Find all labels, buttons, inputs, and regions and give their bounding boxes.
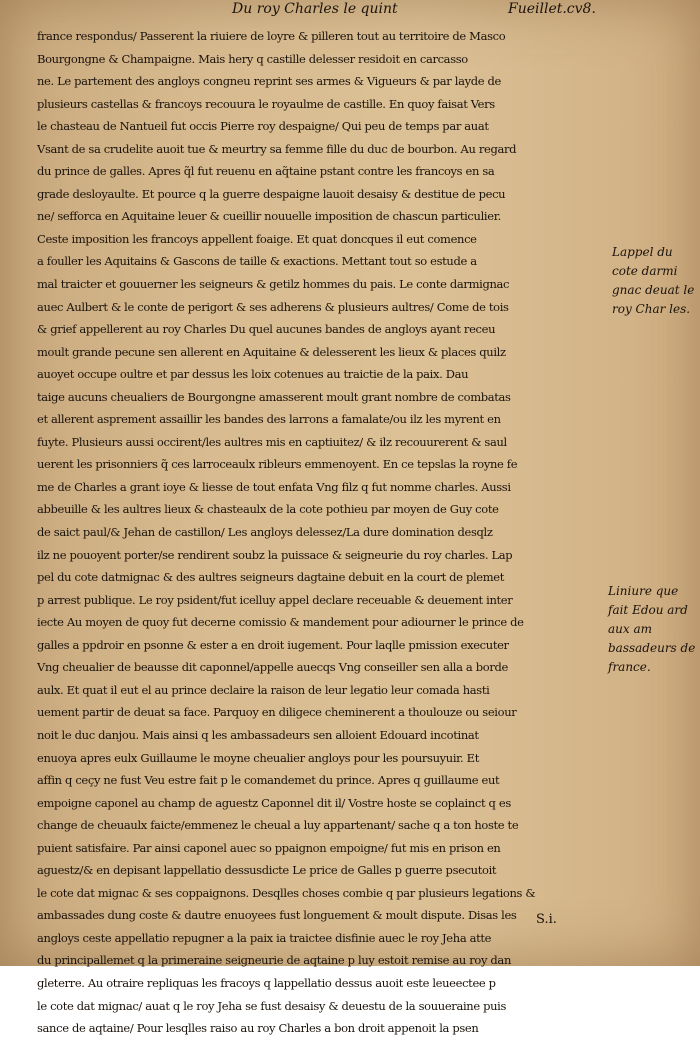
text-line: auoyet occupe oultre et par dessus les loix cotenues au traictie de la paix. Dau (37, 367, 469, 382)
running-title: Du roy Charles le quint (232, 1, 398, 17)
margin-note-appeal: Lappel du cote darmi gnac deuat le roy Char les. (612, 245, 695, 316)
text-line: a fouller les Aquitains & Gascons de taille & exactions. Mettant tout so estude a (37, 254, 477, 269)
text-line: empoigne caponel au champ de aguestz Caponnel dit il/ Vostre hoste se coplainct q es (37, 795, 511, 810)
text-line: plusieurs castellas & francoys recouura le royaulme de castille. En quoy faisat Vers (37, 96, 495, 111)
text-line: le cote dat mignac/ auat q le roy Jeha se fust desaisy & deuestu de la souueraine puis (37, 998, 507, 1013)
text-line: uement partir de deuat sa face. Parquoy en diligece cheminerent a thoulouze ou seiour (37, 705, 517, 720)
text-line: le cote dat mignac & ses coppaignons. Desqlles choses combie q par plusieurs legations & (37, 885, 536, 900)
text-line: gleterre. Au otraire repliquas les fracoys q lappellatio dessus auoit este leueectee p (37, 975, 496, 990)
text-line: abbeuille & les aultres lieux & chasteaulx de la cote pothieu par moyen de Guy cote (37, 502, 499, 517)
text-line: & grief appellerent au roy Charles Du quel aucunes bandes de angloys ayant receu (37, 322, 496, 337)
text-line: change de cheuaulx faicte/emmenez le cheual a luy appartenant/ sache q a ton hoste te (37, 818, 519, 833)
text-line: du prince de galles. Apres q̃l fut reuenu en aq̃taine pstant contre les francoys en sa (37, 164, 495, 179)
text-line: p arrest publique. Le roy psident/fut icelluy appel declare receuable & deuement inter (37, 592, 513, 607)
text-line: du principallemet q la primeraine seigneurie de aqtaine p luy estoit remise au roy dan (37, 953, 511, 968)
signature-mark: S.i. (536, 912, 557, 927)
text-line: affin q ceçy ne fust Veu estre fait p le comandemet du prince. Apres q guillaume eut (37, 773, 500, 788)
page-header (0, 0, 700, 24)
text-line: ambassades dung coste & dautre enuoyees fust longuement & moult dispute. Disas les (37, 908, 517, 923)
text-line: taige aucuns cheualiers de Bourgongne amasserent moult grant nombre de combatas (37, 389, 511, 404)
text-line: france respondus/ Passerent la riuiere de loyre & pilleren tout au territoire de Masco (37, 29, 506, 43)
text-line: uerent les prisonniers q̃ ces larroceaulx ribleurs emmenoyent. En ce tepslas la royne fe (37, 457, 518, 472)
text-line: mal traicter et gouuerner les seigneurs & getilz hommes du pais. Le conte darmignac (37, 277, 510, 292)
text-line: ilz ne pouoyent porter/se rendirent soubz la puissace & seigneurie du roy charles. Lap (37, 547, 513, 562)
text-line: puient satisfaire. Par ainsi caponel auec so ppaignon empoigne/ fut mis en prison en (37, 840, 501, 855)
text-line: aguestz/& en depisant lappellatio dessusdicte Le price de Galles p guerre psecutoit (37, 863, 497, 878)
text-line: angloys ceste appellatio repugner a la paix ia traictee disfinie auec le roy Jeha atte (37, 930, 492, 945)
main-text-column (37, 25, 597, 1040)
text-line: de saict paul/& Jehan de castillon/ Les angloys delessez/La dure domination desqlz (37, 525, 493, 540)
text-line: noit le duc danjou. Mais ainsi q les ambassadeurs sen alloient Edouard incotinat (37, 727, 479, 742)
text-line: me de Charles a grant ioye & liesse de tout enfata Vng filz q fut nomme charles. Aussi (37, 479, 511, 494)
text-line: galles a ppdroir en psonne & ester a en droit iugement. Pour laqlle pmission executer (37, 637, 509, 652)
text-line: Bourgongne & Champaigne. Mais hery q castille delesser residoit en carcasso (37, 51, 468, 66)
folio-number: Fueillet.cv8. (508, 1, 596, 17)
text-line: auec Aulbert & le conte de perigort & ses adherens & plusieurs aultres/ Come de tois (37, 299, 509, 314)
text-line: iecte Au moyen de quoy fut decerne comissio & mandement pour adiourner le prince de (37, 615, 524, 630)
text-line: pel du cote datmignac & des aultres seigneurs dagtaine debuit en la court de plemet (37, 570, 505, 585)
text-line: enuoya apres eulx Guillaume le moyne cheualier angloys pour les poursuyuir. Et (37, 750, 479, 765)
text-line: moult grande pecune sen allerent en Aquitaine & delesserent les lieux & places quilz (37, 344, 506, 359)
text-line: Ceste imposition les francoys appellent foaige. Et quat doncques il eut comence (37, 231, 477, 246)
text-line: ne/ sefforca en Aquitaine leuer & cueillir nouuelle imposition de chascun particulier. (37, 209, 501, 224)
margin-note-insult: Liniure que fait Edou ard aux am bassadeurs de france. (608, 584, 696, 674)
text-line: grade desloyaulte. Et pource q la guerre despaigne lauoit desaisy & destitue de pecu (37, 186, 506, 201)
text-line: et allerent asprement assaillir les bandes des larrons a famalate/ou ilz les myrent en (37, 412, 501, 427)
text-line: Vng cheualier de beausse dit caponnel/appelle auecqs Vng conseiller sen alla a borde (37, 660, 508, 675)
text-line: fuyte. Plusieurs aussi occirent/les aultres mis en captiuitez/ & ilz recouurerent & saul (37, 434, 507, 449)
text-line: le chasteau de Nantueil fut occis Pierre roy despaigne/ Qui peu de temps par auat (37, 119, 489, 134)
text-line: Vsant de sa crudelite auoit tue & meurtry sa femme fille du duc de bourbon. Au regard (37, 141, 517, 156)
text-line: sance de aqtaine/ Pour lesqlles raiso au roy Charles a bon droit appenoit la psen (37, 1021, 479, 1036)
text-line: aulx. Et quat il eut el au prince declaire la raison de leur legatio leur comada hasti (37, 682, 490, 697)
text-line: ne. Le partement des angloys congneu reprint ses armes & Vigueurs & par layde de (37, 74, 501, 89)
